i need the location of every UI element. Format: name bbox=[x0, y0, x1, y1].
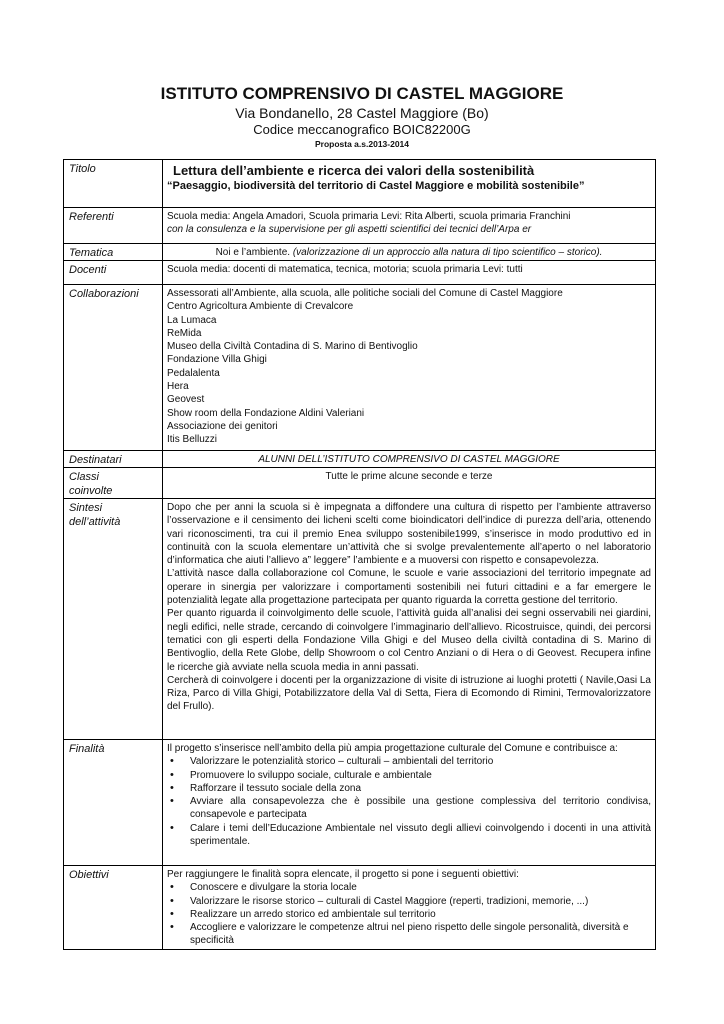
finalita-item: • Valorizzare le potenzialità storico – culturali – ambientali del territorio bbox=[167, 755, 651, 768]
collab-item: Fondazione Villa Ghigi bbox=[167, 354, 267, 366]
school-address: Via Bondanello, 28 Castel Maggiore (Bo) bbox=[235, 105, 489, 121]
tematica-text: Noi e l’ambiente. bbox=[215, 247, 291, 258]
collab-item: Associazione dei genitori bbox=[167, 420, 278, 432]
row-classi bbox=[64, 468, 656, 499]
label-sintesi-1: Sintesi bbox=[69, 502, 103, 514]
school-code: Codice meccanografico BOIC82200G bbox=[253, 122, 471, 137]
label-classi bbox=[64, 468, 163, 499]
obiettivi-list bbox=[167, 881, 651, 947]
tematica-note: (valorizzazione di un approccio alla natura di tipo scientifico – storico). bbox=[292, 247, 603, 258]
label-titolo: Titolo bbox=[64, 160, 163, 208]
label-collaborazioni: Collaborazioni bbox=[64, 285, 163, 451]
value-referenti bbox=[163, 208, 656, 244]
value-sintesi bbox=[163, 499, 656, 740]
finalita-item: • Calare i temi dell’Educazione Ambientale nel vissuto degli allievi coinvolgendo i docenti in una attività sperimentale. bbox=[167, 822, 651, 849]
label-sintesi-2: dell’attività bbox=[69, 516, 121, 528]
referenti-line1: Scuola media: Angela Amadori, Scuola primaria Levi: Rita Alberti, scuola primaria Franchini bbox=[167, 211, 571, 222]
finalita-item: • Avviare alla consapevolezza che è possibile una gestione complessiva del territorio condivisa, consapevole e partecipata bbox=[167, 795, 651, 822]
row-destinatari bbox=[64, 451, 656, 468]
collab-item: Centro Agricoltura Ambiente di Crevalcore bbox=[167, 301, 354, 313]
value-docenti: Scuola media: docenti di matematica, tecnica, motoria; scuola primaria Levi: tutti bbox=[163, 261, 656, 285]
row-collaborazioni bbox=[64, 285, 656, 451]
collab-item: Itis Belluzzi bbox=[167, 434, 218, 446]
label-classi-2: coinvolte bbox=[69, 485, 113, 497]
label-obiettivi: Obiettivi bbox=[64, 866, 163, 950]
obiettivi-intro: Per raggiungere le finalità sopra elencate, il progetto si pone i seguenti obiettivi: bbox=[167, 869, 519, 880]
sintesi-paragraph: Cercherà di coinvolgere i docenti per la organizzazione di visite di istruzione ai luoghi protetti ( Navile,Oasi La Riza, Parco di Villa Ghigi, Potabilizzatore della Val di Setta, Fiera di Ecomondo di Rimini, Termovalorizzatore del Frullo). bbox=[167, 674, 651, 713]
collab-item: Assessorati all’Ambiente, alla scuola, alle politiche sociali del Comune di Castel Maggiore bbox=[167, 288, 563, 299]
collab-item: Pedalalenta bbox=[167, 367, 220, 379]
label-sintesi bbox=[64, 499, 163, 740]
finalita-intro: Il progetto s’inserisce nell’ambito della più ampia progettazione culturale del Comune e contribuisce a: bbox=[167, 743, 618, 754]
sintesi-paragraph: L’attività nasce dalla collaborazione col Comune, le scuole e varie associazioni del territorio impegnate ad operare in sinergia per valorizzare i comportamenti sostenibili nei futuri cittadini e a far emergere le potenzialità legate alla progettazione partecipata per quanto riguarda la corretta gestione del territorio. bbox=[167, 568, 651, 607]
value-obiettivi bbox=[163, 866, 656, 950]
school-name: ISTITUTO COMPRENSIVO DI CASTEL MAGGIORE bbox=[160, 84, 564, 103]
row-finalita bbox=[64, 740, 656, 866]
finalita-item: • Promuovere lo sviluppo sociale, culturale e ambientale bbox=[167, 769, 651, 782]
proposal-year: Proposta a.s.2013-2014 bbox=[314, 139, 410, 149]
collab-item: Show room della Fondazione Aldini Valeriani bbox=[167, 407, 365, 419]
collab-item: Geovest bbox=[167, 394, 205, 406]
obiettivi-item: • Accogliere e valorizzare le competenze altrui nel pieno rispetto delle singole personalità, diversità e specificità bbox=[167, 921, 651, 948]
collab-item: Hera bbox=[167, 381, 189, 393]
value-finalita bbox=[163, 740, 656, 866]
collab-item: La Lumaca bbox=[167, 314, 217, 326]
project-subtitle: “Paesaggio, biodiversità del territorio di Castel Maggiore e mobilità sostenibile” bbox=[167, 180, 585, 192]
row-titolo bbox=[64, 160, 656, 208]
row-docenti bbox=[64, 261, 656, 285]
row-tematica bbox=[64, 244, 656, 261]
label-referenti: Referenti bbox=[64, 208, 163, 244]
label-docenti: Docenti bbox=[64, 261, 163, 285]
project-table bbox=[63, 159, 656, 950]
project-title: Lettura dell’ambiente e ricerca dei valori della sostenibilità bbox=[173, 163, 535, 178]
referenti-line2: con la consulenza e la supervisione per gli aspetti scientifici dei tecnici dell’Arpa er bbox=[167, 224, 532, 236]
value-tematica bbox=[163, 244, 656, 261]
finalita-list bbox=[167, 755, 651, 848]
row-sintesi bbox=[64, 499, 656, 740]
label-classi-1: Classi bbox=[69, 471, 99, 483]
label-tematica: Tematica bbox=[64, 244, 163, 261]
collab-item: Museo della Civiltà Contadina di S. Marino di Bentivoglio bbox=[167, 341, 418, 353]
finalita-item: • Rafforzare il tessuto sociale della zona bbox=[167, 782, 651, 795]
label-finalita: Finalità bbox=[64, 740, 163, 866]
value-collaborazioni bbox=[163, 285, 656, 451]
label-destinatari: Destinatari bbox=[64, 451, 163, 468]
sintesi-paragraph: Dopo che per anni la scuola si è impegnata a diffondere una cultura di rispetto per l’ambiente attraverso l’osservazione e il censimento dei licheni scelti come bioindicatori dell’indice di purezza dell’aria, ottenendo vari riconoscimenti, tra cui il premio Enea sviluppo sostenibile1999, s’inserisce in modo produttivo ed in continuità con la scuola elementare un’attività che si svolge prevalentemente all’aperto o nel laboratorio d’informatica che aiuti l’allievo a” leggere” l’ambiente e a muoversi con rispetto e consapevolezza. bbox=[167, 502, 651, 567]
row-referenti bbox=[64, 208, 656, 244]
row-obiettivi bbox=[64, 866, 656, 950]
collab-item: ReMida bbox=[167, 327, 202, 339]
obiettivi-item: • Realizzare un arredo storico ed ambientale sul territorio bbox=[167, 908, 651, 921]
obiettivi-item: • Conoscere e divulgare la storia locale bbox=[167, 881, 651, 894]
value-destinatari: ALUNNI DELL’ISTITUTO COMPRENSIVO DI CASTEL MAGGIORE bbox=[163, 451, 656, 468]
value-titolo bbox=[163, 160, 656, 208]
obiettivi-item: • Valorizzare le risorse storico – culturali di Castel Maggiore (reperti, tradizioni, memorie, ...) bbox=[167, 895, 651, 908]
value-classi: Tutte le prime alcune seconde e terze bbox=[163, 468, 656, 499]
sintesi-paragraph: Per quanto riguarda il coinvolgimento delle scuole, l’attività guida all’analisi dei segni osservabili nei giardini, negli edifici, nelle strade, cercando di coinvolgere l’immaginario dell’allievo. Ricostruisce, quindi, dei percorsi tematici con gli esperti della Fondazione Villa Ghigi e del Museo della civiltà contadina di S. Marino di Bentivoglio, della Rete Globe, dellp Showroom o col Centro Anziani o di Hera o di Geovest. Recupera infine le ricerche già avviate nella scuola media in anni passati. bbox=[167, 608, 651, 673]
